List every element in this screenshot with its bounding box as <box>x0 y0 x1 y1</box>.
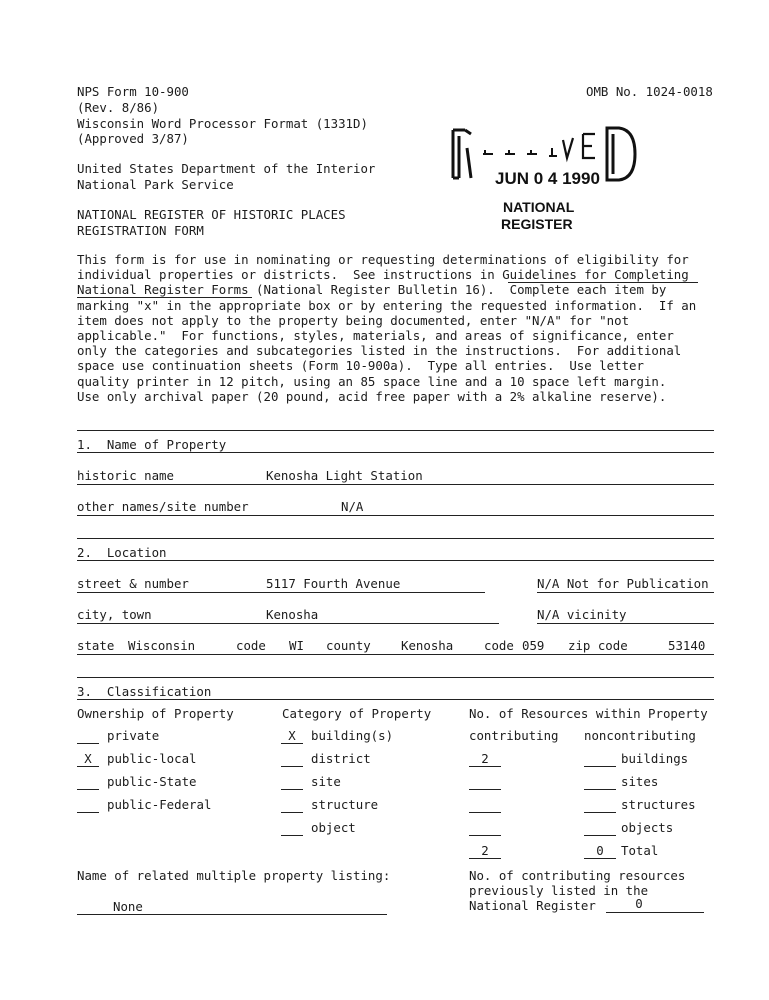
resource-label-structures: structures <box>621 797 696 812</box>
state-value[interactable]: Wisconsin <box>128 638 196 653</box>
related-listing-label: Name of related multiple property listing: <box>77 868 391 883</box>
checkbox-line <box>77 789 99 790</box>
historic-name-value[interactable]: Kenosha Light Station <box>266 468 423 483</box>
instruction-line: space use continuation sheets (Form 10-900a). Type all entries. Use letter <box>77 358 644 374</box>
category-label-site: site <box>311 774 341 789</box>
previously-listed-line2: previously listed in the <box>469 883 649 898</box>
county-code-label: code <box>484 638 514 653</box>
resource-label-sites: sites <box>621 774 659 789</box>
count-line <box>469 835 501 836</box>
checkbox-line <box>77 743 99 744</box>
other-names-label: other names/site number <box>77 499 249 514</box>
instruction-line: individual properties or districts. See instructions in Guidelines for Completing <box>77 267 689 283</box>
instruction-line: item does not apply to the property being documented, enter "N/A" for "not <box>77 312 630 328</box>
section-divider <box>77 430 714 431</box>
instructions-paragraph <box>77 252 717 404</box>
previously-listed-value[interactable]: 0 <box>635 896 643 911</box>
zip-value[interactable]: 53140 <box>668 638 706 653</box>
count-line <box>584 812 616 813</box>
category-label-buildings: building(s) <box>311 728 394 743</box>
count-line <box>469 766 501 767</box>
count-line <box>469 789 501 790</box>
department-name: United States Department of the Interior <box>77 161 376 176</box>
checkbox-line <box>77 766 99 767</box>
section1-heading: 1. Name of Property <box>77 437 227 452</box>
checkbox-line <box>77 812 99 813</box>
section-divider <box>77 560 714 561</box>
stamp-date: JUN 0 4 1990 <box>495 169 600 188</box>
section-divider <box>77 452 714 453</box>
contributing-total[interactable]: 2 <box>481 843 489 858</box>
form-revision: (Rev. 8/86) <box>77 100 160 115</box>
register-title: NATIONAL REGISTER OF HISTORIC PLACES <box>77 207 346 222</box>
category-label-structure: structure <box>311 797 379 812</box>
section-divider <box>77 677 714 678</box>
checkbox-line <box>281 835 303 836</box>
state-line <box>77 654 714 655</box>
guidelines-underline-2 <box>77 297 252 298</box>
ownership-label-private: private <box>107 728 160 743</box>
count-line <box>584 766 616 767</box>
category-header: Category of Property <box>282 706 432 721</box>
count-line <box>584 789 616 790</box>
received-stamp-graphic <box>445 120 655 235</box>
stamp-national: NATIONAL <box>503 199 575 215</box>
checkbox-line <box>281 789 303 790</box>
resource-label-total: Total <box>621 843 659 858</box>
resources-header: No. of Resources within Property <box>469 706 708 721</box>
checkbox-line <box>281 812 303 813</box>
contributing-header: contributing <box>469 728 559 743</box>
section2-heading: 2. Location <box>77 545 167 560</box>
vicinity[interactable]: N/A vicinity <box>537 607 627 622</box>
guidelines-underline <box>508 282 698 283</box>
street-value[interactable]: 5117 Fourth Avenue <box>266 576 401 591</box>
previously-listed-line1: No. of contributing resources <box>469 868 686 883</box>
resource-label-objects: objects <box>621 820 674 835</box>
other-names-value[interactable]: N/A <box>341 499 364 514</box>
state-code-value[interactable]: WI <box>289 638 304 653</box>
vicinity-line <box>537 623 714 624</box>
category-checkbox-buildings[interactable]: X <box>288 728 296 743</box>
received-stamp <box>445 120 655 235</box>
checkbox-line <box>281 743 303 744</box>
count-line <box>584 858 616 859</box>
form-format: Wisconsin Word Processor Format (1331D) <box>77 116 368 131</box>
ownership-label-public-state: public-State <box>107 774 197 789</box>
noncontributing-total[interactable]: 0 <box>596 843 604 858</box>
ownership-label-public-federal: public-Federal <box>107 797 212 812</box>
city-label: city, town <box>77 607 152 622</box>
count-line <box>584 835 616 836</box>
form-title: REGISTRATION FORM <box>77 223 204 238</box>
count-line <box>469 858 501 859</box>
city-line <box>77 623 499 624</box>
noncontributing-header: noncontributing <box>584 728 696 743</box>
section-divider <box>77 538 714 539</box>
resource-label-buildings: buildings <box>621 751 689 766</box>
form-approved: (Approved 3/87) <box>77 131 189 146</box>
not-for-publication-line <box>537 592 714 593</box>
street-label: street & number <box>77 576 189 591</box>
contributing-buildings[interactable]: 2 <box>481 751 489 766</box>
count-line <box>469 812 501 813</box>
previously-listed-line3: National Register <box>469 898 596 913</box>
other-names-line <box>77 515 714 516</box>
service-name: National Park Service <box>77 177 234 192</box>
state-label: state <box>77 638 115 653</box>
omb-number: OMB No. 1024-0018 <box>586 84 713 99</box>
instruction-line: quality printer in 12 pitch, using an 85 space line and a 10 space left margin. <box>77 373 667 389</box>
county-label: county <box>326 638 371 653</box>
instruction-line: National Register Forms (National Register Bulletin 16). Complete each item by <box>77 282 667 298</box>
category-label-district: district <box>311 751 371 766</box>
section3-heading: 3. Classification <box>77 684 212 699</box>
county-code-value[interactable]: 059 <box>522 638 545 653</box>
ownership-label-public-local: public-local <box>107 751 197 766</box>
historic-name-label: historic name <box>77 468 174 483</box>
not-for-publication[interactable]: N/A Not for Publication <box>537 576 709 591</box>
state-code-label: code <box>236 638 266 653</box>
checkbox-line <box>281 766 303 767</box>
street-line <box>77 592 485 593</box>
instruction-line: Use only archival paper (20 pound, acid free paper with a 2% alkaline reserve). <box>77 388 667 404</box>
section-divider <box>77 699 714 700</box>
historic-name-line <box>77 484 714 485</box>
previously-listed-line <box>606 912 704 913</box>
instruction-line: only the categories and subcategories listed in the instructions. For additional <box>77 343 682 359</box>
form-number: NPS Form 10-900 <box>77 84 189 99</box>
instruction-line: marking "x" in the appropriate box or by entering the requested information. If an <box>77 297 697 313</box>
category-label-object: object <box>311 820 356 835</box>
ownership-header: Ownership of Property <box>77 706 234 721</box>
stamp-register: REGISTER <box>501 216 573 232</box>
instruction-line: applicable." For functions, styles, materials, and areas of significance, enter <box>77 328 674 344</box>
related-listing-line <box>77 914 387 915</box>
zip-label: zip code <box>568 638 628 653</box>
county-value[interactable]: Kenosha <box>401 638 454 653</box>
instruction-line: This form is for use in nominating or requesting determinations of eligibility for <box>77 252 689 267</box>
related-listing-value[interactable]: None <box>113 899 143 914</box>
city-value[interactable]: Kenosha <box>266 607 319 622</box>
ownership-checkbox-public-local[interactable]: X <box>84 751 92 766</box>
